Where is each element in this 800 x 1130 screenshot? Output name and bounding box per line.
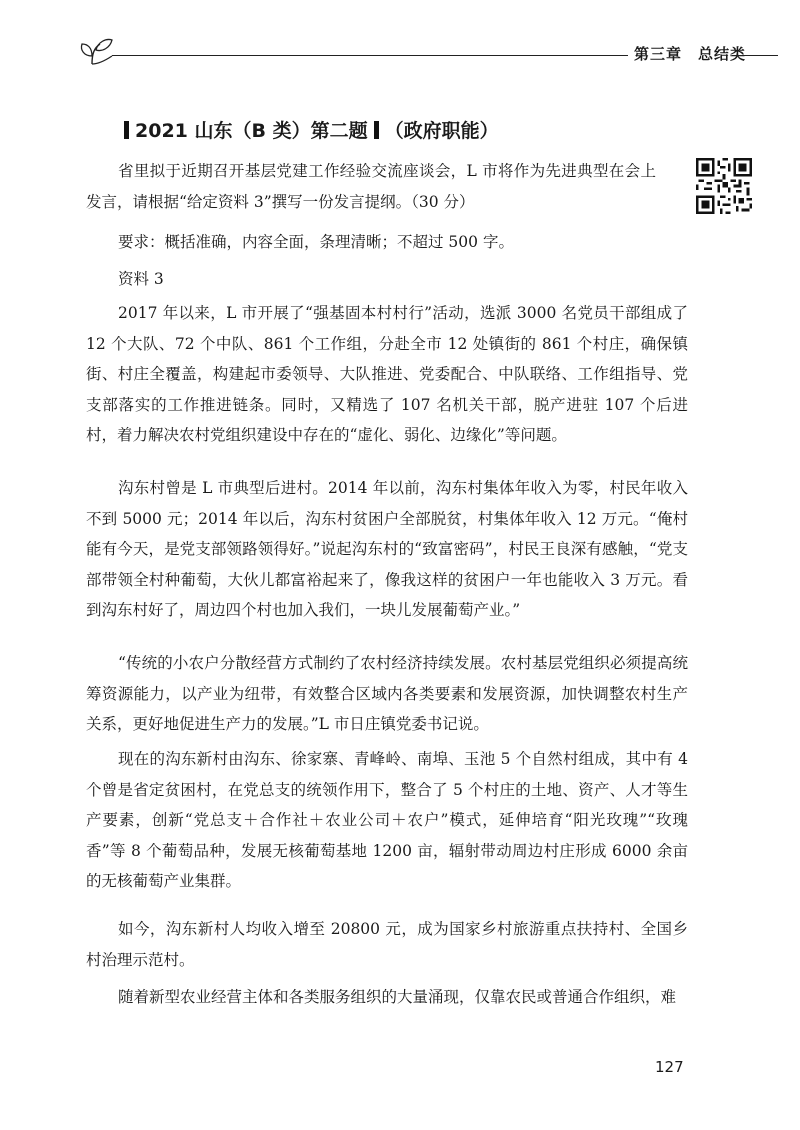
running-header — [78, 34, 778, 74]
header-rule-right — [732, 55, 778, 56]
material-paragraph: 沟东村曾是 L 市典型后进村。2014 年以前，沟东村集体年收入为零，村民年收入不到 5000 元；2014 年以后，沟东村贫困户全部脱贫，村集体年收入 12 万元。“俺村能有今天，是党支部领路领得好。”说起沟东村的“致富密码”，村民王良深有感触，“党支部带领全村种葡萄，大伙儿都富裕起来了，像我这样的贫困户一年也能收入 3 万元。看到沟东村好了，周边四个村也加入我们，一块儿发展葡萄产业。” — [86, 479, 688, 619]
material-paragraph: 现在的沟东新村由沟东、徐家寨、青峰岭、南埠、玉池 5 个自然村组成，其中有 4 个曾是省定贫困村，在党总支的统领作用下，整合了 5 个村庄的土地、资产、人才等生产要素，创新“党总支＋合作社＋农业公司＋农户”模式，延伸培育“阳光玫瑰”“玫瑰香”等 8 个葡萄品种，发展无核葡萄基地 1200 亩，辐射带动周边村庄形成 6000 余亩的无核葡萄产业集群。 — [86, 750, 688, 890]
material-paragraph: 如今，沟东新村人均收入增至 20800 元，成为国家乡村旅游重点扶持村、全国乡村治理示范村。 — [86, 920, 688, 969]
task-prompt: 省里拟于近期召开基层党建工作经验交流座谈会，L 市将作为先进典型在会上发言，请根据“给定资料 3”撰写一份发言提纲。（30 分） — [86, 162, 656, 211]
title-marker-left — [124, 121, 129, 139]
title-tag: （政府职能） — [384, 120, 499, 142]
material-label: 资料 3 — [118, 270, 164, 288]
material-paragraph: 2017 年以来，L 市开展了“强基固本村村行”活动，选派 3000 名党员干部组成了 12 个大队、72 个中队、861 个工作组，分赴全市 12 处镇街的 861 个村庄，确保镇街、村庄全覆盖，构建起市委领导、大队推进、党委配合、中队联络、工作组指导、党支部落实的工作推进链条。同时，又精选了 107 名机关干部，脱产进驻 107 个后进村，着力解决农村党组织建设中存在的“虚化、弱化、边缘化”等问题。 — [86, 304, 688, 444]
material-paragraph: 随着新型农业经营主体和各类服务组织的大量涌现，仅靠农民或普通合作组织，难 — [118, 988, 677, 1006]
title-main: 2021 山东（B 类）第二题 — [135, 120, 368, 142]
task-requirement: 要求：概括准确，内容全面，条理清晰；不超过 500 字。 — [118, 233, 514, 251]
page-number: 127 — [655, 1058, 684, 1076]
title-marker-right — [374, 121, 379, 139]
header-rule — [112, 55, 628, 56]
material-paragraph: “传统的小农户分散经营方式制约了农村经济持续发展。农村基层党组织必须提高统筹资源能力，以产业为纽带，有效整合区域内各类要素和发展资源，加快调整农村生产关系，更好地促进生产力的发展。”L 市日庄镇党委书记说。 — [86, 654, 688, 733]
qr-code-icon — [696, 158, 752, 214]
chapter-title: 第三章 总结类 — [634, 45, 747, 63]
sprout-icon — [78, 34, 118, 70]
section-title — [118, 116, 499, 143]
